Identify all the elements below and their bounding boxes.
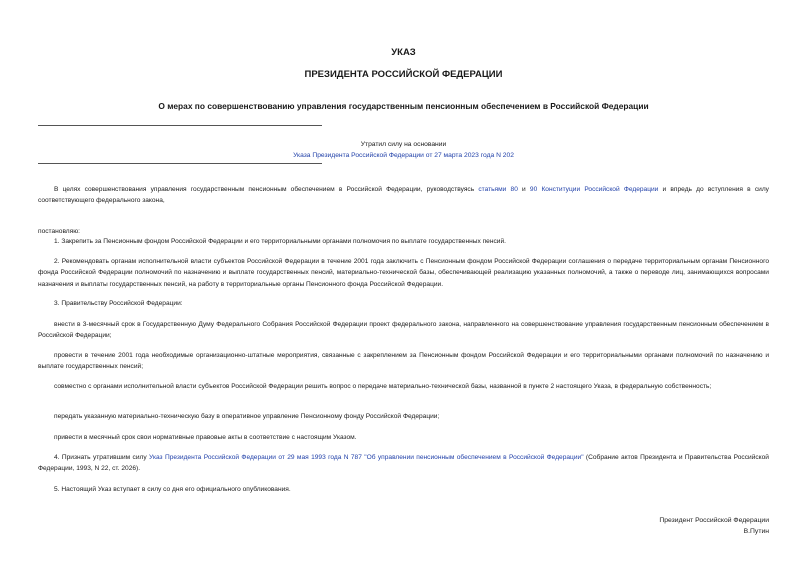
constitution-article-90-link[interactable]: 90 Конституции Российской Федерации	[529, 186, 659, 193]
preamble-paragraph	[38, 184, 769, 207]
status-note	[0, 139, 807, 161]
item-4-text-end: (Собрание актов Президента и Правительства Российской Федерации, 1993, N 22, ст. 2026).	[38, 454, 769, 473]
item-4-text: 4. Признать утратившим силу	[54, 454, 150, 461]
status-note-text: Утратил силу на основании	[360, 141, 447, 148]
signatory-title: Президент Российской Федерации	[659, 517, 769, 524]
decree-word: постановляю:	[38, 228, 81, 235]
signatory-name: В.Путин	[743, 528, 769, 535]
signature-block	[659, 515, 769, 537]
item-3a-paragraph: внести в 3-месячный срок в Государственную Думу Федерального Собрания Российской Федерации проект федерального закона, направленного на совершенствование управления государственным пенсионным обеспечением в Российской Федерации;	[38, 321, 769, 340]
repealed-decree-787-link[interactable]: Указ Президента Российской Федерации от 29 мая 1993 года N 787 "Об управлении пенсионным обеспечением в Российской Федерации"	[149, 454, 584, 461]
divider-top	[38, 125, 322, 126]
document-subject-heading: О мерах по совершенствованию управления государственным пенсионным обеспечением в Российской Федерации	[158, 101, 649, 111]
item-3-paragraph: 3. Правительству Российской Федерации:	[54, 300, 183, 307]
divider-bottom	[38, 163, 322, 164]
repeal-decree-link[interactable]: Указа Президента Российской Федерации от 27 марта 2023 года N 202	[293, 152, 514, 159]
item-3c-paragraph: совместно с органами исполнительной власти субъектов Российской Федерации решить вопрос о передаче материально-технической базы, названной в пункте 2 настоящего Указа, в федеральную собственность;	[54, 383, 712, 390]
item-3e-paragraph: привести в месячный срок свои нормативные правовые акты в соответствие с настоящим Указом.	[54, 434, 357, 441]
item-2-paragraph: 2. Рекомендовать органам исполнительной власти субъектов Российской Федерации в течение 2001 года заключить с Пенсионным фондом Российской Федерации соглашения о передаче территориальным органам Пенсионного фонда Российской Федерации полномочий по назначению и выплате государственных пенсий, материально-технической базы, обеспечивающей реализацию указанных полномочий, а также о переводе лиц, занимающихся вопросами назначения и выплаты государственных пенсий, на работу в территориальные органы Пенсионного фонда Российской Федерации.	[38, 258, 769, 288]
item-5-paragraph: 5. Настоящий Указ вступает в силу со дня его официального опубликования.	[54, 486, 291, 493]
preamble-text-end: и впредь до вступления в силу соответствующего федерального закона,	[38, 186, 769, 205]
preamble-text-mid: и	[517, 186, 530, 193]
item-1-paragraph: 1. Закрепить за Пенсионным фондом Российской Федерации и его территориальными органами полномочия по выплате государственных пенсий.	[54, 238, 506, 245]
document-type-heading: УКАЗ	[391, 47, 416, 58]
constitution-article-80-link[interactable]: статьями 80	[478, 186, 518, 193]
item-3b-paragraph: провести в течение 2001 года необходимые организационно-штатные мероприятия, связанные с закреплением за Пенсионным фондом Российской Федерации и его территориальными органами полномочий по назначению и выплате государственных пенсий;	[38, 352, 769, 371]
item-4-paragraph	[38, 452, 769, 475]
issuer-heading: ПРЕЗИДЕНТА РОССИЙСКОЙ ФЕДЕРАЦИИ	[304, 69, 503, 80]
item-3d-paragraph: передать указанную материально-техническую базу в оперативное управление Пенсионному фонду Российской Федерации;	[54, 413, 440, 420]
preamble-text: В целях совершенствования управления государственным пенсионным обеспечением в Российской Федерации, руководствуясь	[54, 186, 479, 193]
